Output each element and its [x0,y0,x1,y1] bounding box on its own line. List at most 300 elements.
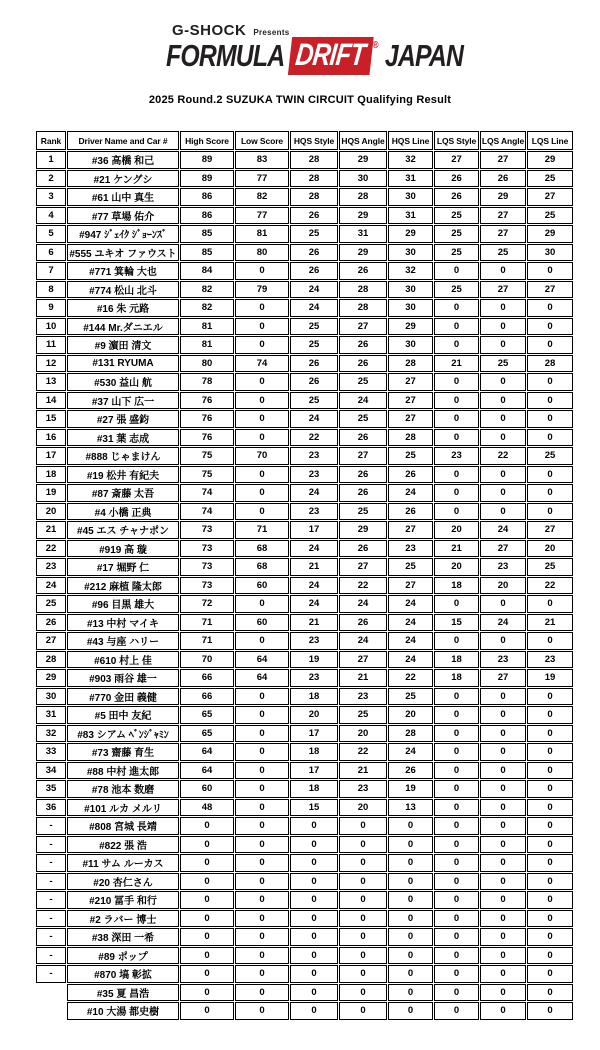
table-row [36,595,573,613]
score-cell: 0 [235,688,289,706]
score-cell: 26 [480,170,526,188]
score-cell: 25 [290,225,338,243]
score-cell: 0 [235,817,289,835]
score-cell: 0 [290,873,338,891]
driver-name-cell: #101 ルカ メルリ [67,799,179,817]
score-cell: 0 [290,817,338,835]
rank-cell: 11 [36,336,66,354]
rank-cell: 34 [36,762,66,780]
column-header-6: HQS Line [388,131,433,150]
rank-cell: - [36,836,66,854]
score-cell: 0 [480,318,526,336]
score-cell: 0 [527,595,573,613]
score-cell: 0 [434,632,479,650]
column-header-9: LQS Line [527,131,573,150]
score-cell: 89 [180,151,234,169]
driver-name-cell: #530 益山 航 [67,373,179,391]
score-cell: 0 [235,799,289,817]
driver-name-cell: #78 池本 数磨 [67,780,179,798]
score-cell: 0 [434,984,479,1002]
score-cell: 0 [480,965,526,983]
score-cell: 0 [480,743,526,761]
driver-name-cell: #10 大湯 都史樹 [67,1002,179,1020]
table-row [36,984,573,1002]
score-cell: 26 [434,188,479,206]
score-cell: 64 [235,669,289,687]
score-cell: 0 [480,595,526,613]
score-cell: 0 [388,854,433,872]
driver-name-cell: #31 葉 志成 [67,429,179,447]
score-cell: 0 [434,410,479,428]
score-cell: 0 [290,854,338,872]
table-row [36,503,573,521]
score-cell: 26 [290,244,338,262]
driver-name-cell: #771 箕輪 大也 [67,262,179,280]
score-cell: 0 [235,299,289,317]
score-cell: 18 [290,688,338,706]
score-cell: 0 [434,318,479,336]
driver-name-cell: #808 宮城 長靖 [67,817,179,835]
score-cell: 18 [434,669,479,687]
score-cell: 28 [339,299,387,317]
score-cell: 26 [339,262,387,280]
score-cell: 0 [480,410,526,428]
column-header-0: Rank [36,131,66,150]
score-cell: 30 [388,188,433,206]
score-cell: 24 [290,410,338,428]
driver-name-cell: #4 小橋 正典 [67,503,179,521]
score-cell: 29 [527,225,573,243]
table-row [36,207,573,225]
score-cell: 0 [527,780,573,798]
score-cell: 24 [480,614,526,632]
score-cell: 23 [290,503,338,521]
table-row [36,373,573,391]
score-cell: 0 [480,262,526,280]
score-cell: 0 [339,1002,387,1020]
rank-cell: - [36,947,66,965]
score-cell: 27 [339,318,387,336]
score-cell: 25 [290,392,338,410]
column-header-7: LQS Style [434,131,479,150]
rank-cell: 25 [36,595,66,613]
score-cell: 30 [527,244,573,262]
score-cell: 0 [290,965,338,983]
score-cell: 0 [527,392,573,410]
column-header-2: High Score [180,131,234,150]
driver-name-cell: #96 目黒 雄大 [67,595,179,613]
rank-cell: 22 [36,540,66,558]
rank-cell: - [36,854,66,872]
table-row [36,429,573,447]
rank-cell: 17 [36,447,66,465]
score-cell: 0 [235,854,289,872]
score-cell: 0 [388,891,433,909]
rank-cell: 24 [36,577,66,595]
score-cell: 29 [339,207,387,225]
score-cell: 71 [235,521,289,539]
score-cell: 25 [434,244,479,262]
driver-name-cell: #16 朱 元路 [67,299,179,317]
score-cell: 0 [235,836,289,854]
score-cell: 0 [235,262,289,280]
score-cell: 23 [290,466,338,484]
score-cell: 48 [180,799,234,817]
rank-cell: 27 [36,632,66,650]
drift-red-badge [288,37,374,75]
score-cell: 23 [388,540,433,558]
score-cell: 23 [290,632,338,650]
score-cell: 0 [434,336,479,354]
score-cell: 31 [388,170,433,188]
score-cell: 80 [180,355,234,373]
driver-name-cell: #555 ユキオ ファウスト [67,244,179,262]
score-cell: 27 [527,188,573,206]
score-cell: 73 [180,577,234,595]
score-cell: 73 [180,558,234,576]
driver-name-cell: #210 冨手 和行 [67,891,179,909]
score-cell: 25 [388,447,433,465]
score-cell: 75 [180,466,234,484]
score-cell: 30 [388,281,433,299]
driver-name-cell: #20 杏仁さん [67,873,179,891]
score-cell: 0 [527,799,573,817]
table-row [36,540,573,558]
score-cell: 0 [235,373,289,391]
score-cell: 0 [339,910,387,928]
driver-name-cell: #88 中村 進太郎 [67,762,179,780]
score-cell: 0 [480,725,526,743]
score-cell: 0 [527,817,573,835]
column-header-5: HQS Angle [339,131,387,150]
driver-name-cell: #770 金田 義健 [67,688,179,706]
score-cell: 22 [388,669,433,687]
score-cell: 0 [527,429,573,447]
table-row [36,669,573,687]
score-cell: 0 [434,1002,479,1020]
score-cell: 0 [180,873,234,891]
score-cell: 0 [290,1002,338,1020]
rank-cell: 10 [36,318,66,336]
score-cell: 25 [339,503,387,521]
table-row [36,688,573,706]
table-row [36,262,573,280]
score-cell: 0 [480,780,526,798]
score-cell: 82 [235,188,289,206]
score-cell: 28 [527,355,573,373]
score-cell: 0 [290,836,338,854]
rank-cell: 2 [36,170,66,188]
score-cell: 25 [434,225,479,243]
score-cell: 0 [527,743,573,761]
score-cell: 77 [235,170,289,188]
rank-cell: 33 [36,743,66,761]
score-cell: 0 [180,947,234,965]
score-cell: 24 [290,540,338,558]
score-cell: 0 [180,836,234,854]
score-cell: 0 [388,873,433,891]
driver-name-cell: #870 塙 彰拡 [67,965,179,983]
score-cell: 15 [434,614,479,632]
score-cell: 0 [480,503,526,521]
score-cell: 0 [480,928,526,946]
score-cell: 23 [480,558,526,576]
score-cell: 76 [180,410,234,428]
driver-name-cell: #35 夏 昌浩 [67,984,179,1002]
score-cell: 66 [180,688,234,706]
score-cell: 75 [180,447,234,465]
score-cell: 27 [434,151,479,169]
score-cell: 85 [180,225,234,243]
score-cell: 82 [180,299,234,317]
score-cell: 21 [290,614,338,632]
score-cell: 0 [527,891,573,909]
rank-cell: 36 [36,799,66,817]
score-cell: 60 [235,577,289,595]
score-cell: 76 [180,392,234,410]
score-cell: 23 [290,447,338,465]
score-cell: 24 [290,595,338,613]
driver-name-cell: #27 張 盛鈞 [67,410,179,428]
driver-name-cell: #77 草場 佑介 [67,207,179,225]
score-cell: 0 [434,299,479,317]
score-cell: 18 [434,651,479,669]
score-cell: 0 [339,947,387,965]
score-cell: 0 [527,836,573,854]
score-cell: 0 [235,984,289,1002]
score-cell: 64 [235,651,289,669]
rank-cell: 8 [36,281,66,299]
score-cell: 20 [434,521,479,539]
score-cell: 25 [339,410,387,428]
score-cell: 65 [180,706,234,724]
table-row [36,817,573,835]
score-cell: 0 [480,336,526,354]
score-cell: 27 [339,558,387,576]
score-cell: 74 [180,503,234,521]
score-cell: 20 [290,706,338,724]
score-cell: 32 [388,151,433,169]
rank-cell [36,1002,66,1020]
score-cell: 25 [527,170,573,188]
score-cell: 0 [434,743,479,761]
score-cell: 79 [235,281,289,299]
score-cell: 0 [527,762,573,780]
table-row [36,577,573,595]
table-row [36,447,573,465]
table-row [36,521,573,539]
score-cell: 0 [527,410,573,428]
driver-name-cell: #903 雨谷 雄一 [67,669,179,687]
score-cell: 0 [235,706,289,724]
score-cell: 0 [235,965,289,983]
score-cell: 0 [434,854,479,872]
score-cell: 85 [180,244,234,262]
rank-cell: 35 [36,780,66,798]
score-cell: 64 [180,762,234,780]
score-cell: 17 [290,762,338,780]
table-row [36,1002,573,1020]
score-cell: 64 [180,743,234,761]
score-cell: 28 [339,188,387,206]
registered-trademark-icon: ® [372,39,379,51]
score-cell: 0 [480,484,526,502]
driver-name-cell: #89 ポップ [67,947,179,965]
score-cell: 0 [434,725,479,743]
page-title: 2025 Round.2 SUZUKA TWIN CIRCUIT Qualifying Result [148,94,452,106]
score-cell: 73 [180,540,234,558]
score-cell: 0 [290,891,338,909]
driver-name-cell: #36 高橋 和己 [67,151,179,169]
score-cell: 0 [527,928,573,946]
score-cell: 0 [480,688,526,706]
driver-name-cell: #38 深田 一希 [67,928,179,946]
score-cell: 0 [339,817,387,835]
table-row [36,836,573,854]
score-cell: 0 [434,965,479,983]
score-cell: 0 [527,466,573,484]
rank-cell: 9 [36,299,66,317]
score-cell: 0 [434,595,479,613]
score-cell: 28 [290,170,338,188]
score-cell: 0 [480,632,526,650]
score-cell: 0 [480,392,526,410]
score-cell: 0 [434,706,479,724]
score-cell: 25 [434,281,479,299]
score-cell: 74 [180,484,234,502]
score-cell: 0 [235,947,289,965]
score-cell: 82 [180,281,234,299]
score-cell: 29 [339,244,387,262]
driver-name-cell: #9 濵田 清文 [67,336,179,354]
score-cell: 81 [180,336,234,354]
score-cell: 0 [434,373,479,391]
driver-name-cell: #19 松井 有紀夫 [67,466,179,484]
score-cell: 0 [527,1002,573,1020]
score-cell: 15 [290,799,338,817]
score-cell: 27 [527,281,573,299]
score-cell: 0 [235,780,289,798]
score-cell: 21 [527,614,573,632]
score-cell: 25 [290,318,338,336]
score-cell: 0 [180,965,234,983]
rank-cell: - [36,891,66,909]
driver-name-cell: #73 齋藤 育生 [67,743,179,761]
rank-cell: 26 [36,614,66,632]
score-cell: 28 [290,188,338,206]
driver-name-cell: #144 Mr.ダニエル [67,318,179,336]
score-cell: 25 [480,244,526,262]
score-cell: 83 [235,151,289,169]
table-row [36,392,573,410]
score-cell: 19 [290,651,338,669]
score-cell: 0 [480,706,526,724]
score-cell: 0 [180,817,234,835]
score-cell: 0 [339,965,387,983]
drift-text: DRIFT [293,37,367,72]
score-cell: 0 [480,910,526,928]
score-cell: 0 [480,984,526,1002]
driver-name-cell: #919 高 璇 [67,540,179,558]
rank-cell: 15 [36,410,66,428]
rank-cell: 4 [36,207,66,225]
score-cell: 0 [180,854,234,872]
rank-cell: 28 [36,651,66,669]
driver-name-cell: #5 田中 友紀 [67,706,179,724]
score-cell: 0 [388,965,433,983]
score-cell: 60 [180,780,234,798]
score-cell: 0 [235,595,289,613]
column-header-4: HQS Style [290,131,338,150]
score-cell: 0 [480,299,526,317]
score-cell: 26 [339,540,387,558]
score-cell: 24 [480,521,526,539]
table-row [36,706,573,724]
score-cell: 25 [339,706,387,724]
score-cell: 29 [388,318,433,336]
score-cell: 0 [388,947,433,965]
score-cell: 0 [388,928,433,946]
score-cell: 29 [339,521,387,539]
score-cell: 23 [339,688,387,706]
rank-cell: 31 [36,706,66,724]
score-cell: 29 [339,151,387,169]
score-cell: 0 [527,632,573,650]
score-cell: 27 [388,577,433,595]
score-cell: 0 [527,984,573,1002]
score-cell: 0 [480,373,526,391]
score-cell: 60 [235,614,289,632]
score-cell: 27 [388,410,433,428]
score-cell: 0 [527,688,573,706]
score-cell: 24 [388,614,433,632]
score-cell: 27 [388,392,433,410]
rank-cell: 18 [36,466,66,484]
score-cell: 0 [434,762,479,780]
score-cell: 0 [339,873,387,891]
score-cell: 25 [388,558,433,576]
score-cell: 0 [527,706,573,724]
score-cell: 26 [434,170,479,188]
rank-cell: 5 [36,225,66,243]
score-cell: 26 [388,762,433,780]
score-cell: 0 [388,817,433,835]
score-cell: 0 [290,947,338,965]
rank-cell: - [36,965,66,983]
score-cell: 0 [235,392,289,410]
table-row [36,891,573,909]
driver-name-cell: #43 与座 ハリー [67,632,179,650]
score-cell: 0 [180,891,234,909]
score-cell: 26 [290,262,338,280]
rank-cell: 20 [36,503,66,521]
table-row [36,484,573,502]
driver-name-cell: #37 山下 広一 [67,392,179,410]
score-cell: 26 [290,207,338,225]
score-cell: 23 [339,780,387,798]
table-row [36,947,573,965]
score-cell: 26 [290,355,338,373]
score-cell: 21 [339,669,387,687]
score-cell: 0 [434,392,479,410]
driver-name-cell: #822 張 浩 [67,836,179,854]
score-cell: 24 [339,595,387,613]
score-cell: 0 [235,632,289,650]
rank-cell: 12 [36,355,66,373]
score-cell: 0 [339,854,387,872]
score-cell: 78 [180,373,234,391]
score-cell: 71 [180,632,234,650]
